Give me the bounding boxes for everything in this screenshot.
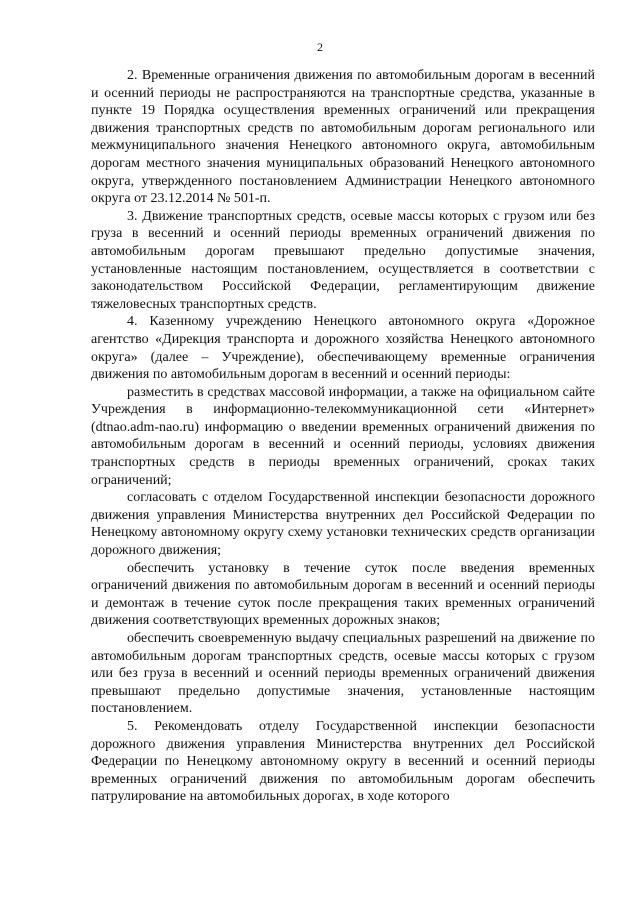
document-body bbox=[91, 67, 595, 806]
paragraph-4-item-install-signs: обеспечить установку в течение суток после введения временных ограничений движения по автомобильным дорогам в весенний и осенний периоды и демонтаж в течение суток после прекращения таких временных ограничений движения соответствующих временных дорожных знаков; bbox=[91, 560, 595, 629]
paragraph-4-item-publish-info: разместить в средствах массовой информации, а также на официальном сайте Учреждения в информационно-телекоммуникационной сети «Интернет» (dtnao.adm-nao.ru) информацию о введении временных ограничений движения по автомобильным дорогам в весенний и осенний периоды, условиях движения транспортных средств в периоды временных ограничений, сроках таких ограничений; bbox=[91, 384, 595, 488]
paragraph-4-item-coordinate-scheme: согласовать с отделом Государственной инспекции безопасности дорожного движения управления Министерства внутренних дел Российской Федерации по Ненецкому автономному округу схему установки технических средств организации дорожного движения; bbox=[91, 490, 595, 559]
paragraph-4: 4. Казенному учреждению Ненецкого автономного округа «Дорожное агентство «Дирекция транспорта и дорожного хозяйства Ненецкого автономного округа» (далее – Учреждение), обеспечивающему временные ограничения движения по автомобильным дорогам в весенний и осенний периоды: bbox=[91, 314, 595, 383]
paragraph-5: 5. Рекомендовать отделу Государственной инспекции безопасности дорожного движения управления Министерства внутренних дел Российской Федерации по Ненецкому автономному округу в весенний и осенний периоды временных ограничений движения по автомобильным дорогам обеспечить патрулирование на автомобильных дорогах, в ходе которого bbox=[91, 718, 595, 805]
paragraph-4-item-issue-permits: обеспечить своевременную выдачу специальных разрешений на движение по автомобильным дорогам транспортных средств, осевые массы которых с грузом или без груза в весенний и осенний периоды временных ограничений движения превышают предельно допустимые значения, установленные настоящим постановлением. bbox=[91, 631, 595, 717]
paragraph-3: 3. Движение транспортных средств, осевые массы которых с грузом или без груза в весенний и осенний периоды временных ограничений движения по автомобильным дорогам превышают предельно допустимые значения, установленные настоящим постановлением, осуществляется в соответствии с законодательством Российской Федерации, регламентирующим движение тяжеловесных транспортных средств. bbox=[91, 208, 595, 312]
page-number: 2 bbox=[317, 40, 323, 54]
paragraph-2: 2. Временные ограничения движения по автомобильным дорогам в весенний и осенний периоды не распространяются на транспортные средства, указанные в пункте 19 Порядка осуществления временных ограничений или прекращения движения транспортных средств по автомобильным дорогам регионального или межмуниципального значения Ненецкого автономного округа, автомобильным дорогам местного значения муниципальных образований Ненецкого автономного округа, утвержденного постановлением Администрации Ненецкого автономного округа от 23.12.2014 № 501-п. bbox=[91, 68, 595, 207]
